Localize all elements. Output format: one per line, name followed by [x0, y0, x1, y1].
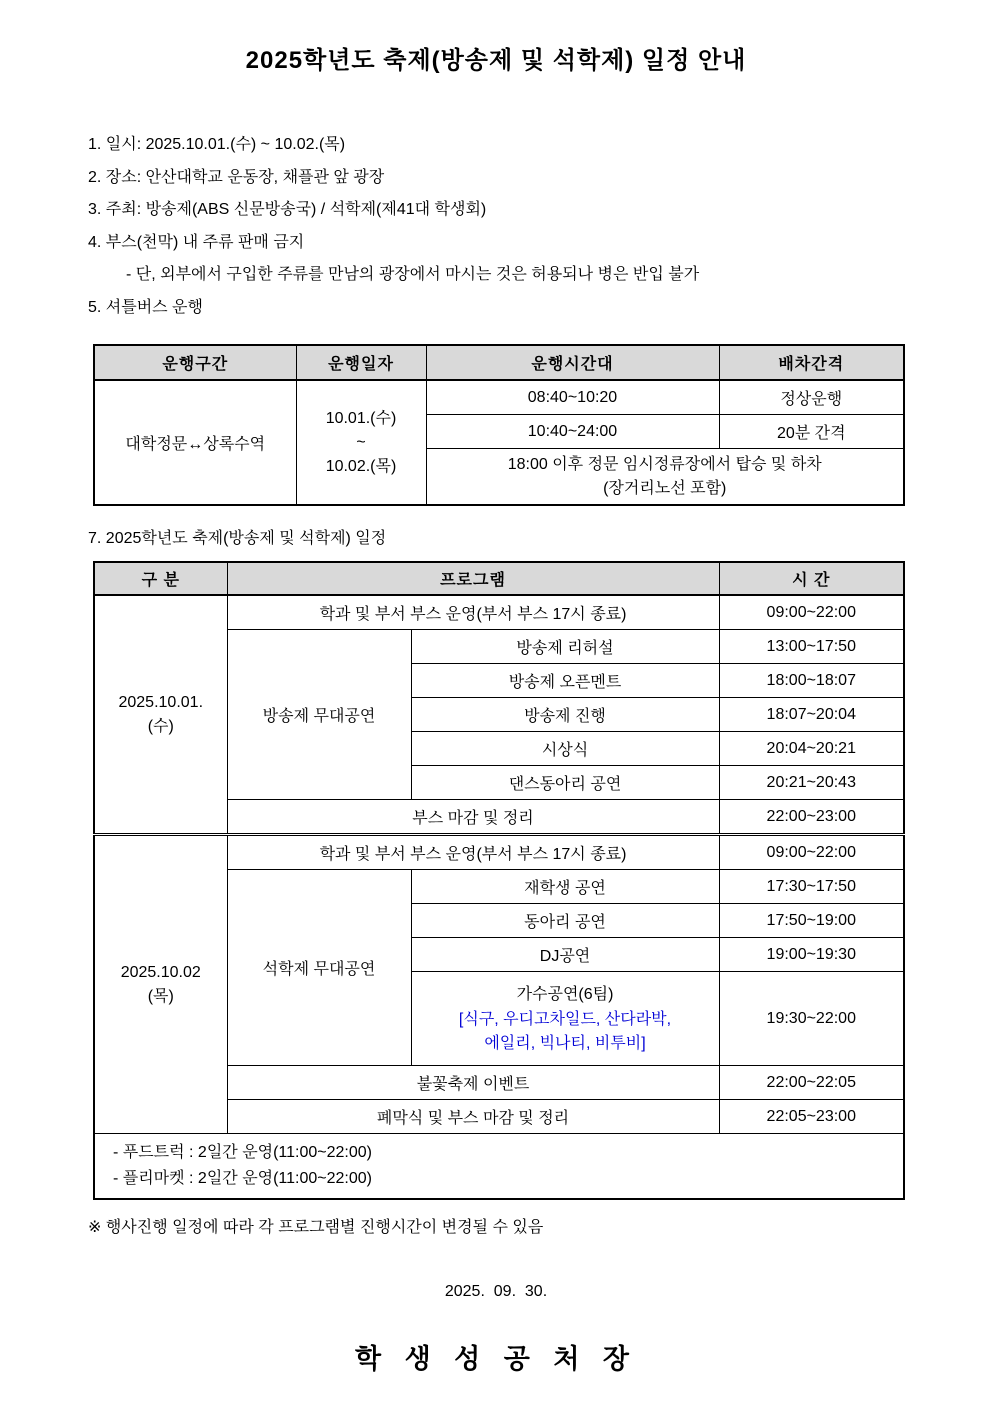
festival-header-category: 구 분 [94, 562, 227, 595]
shuttle-header-date: 운행일자 [296, 345, 426, 380]
signature-office: 학 생 성 공 처 장 [355, 1344, 637, 1374]
day2-program-1: 재학생 공연 [411, 870, 719, 904]
shuttle-date-line-1: 10.01.(수) [325, 409, 397, 427]
day2-time-1: 17:30~17:50 [719, 870, 904, 904]
day1-closing-time: 22:00~23:00 [719, 800, 904, 835]
festival-footer-line-2: - 플리마켓 : 2일간 운영(11:00~22:00) [113, 1170, 372, 1187]
day2-booth-row [94, 835, 904, 870]
day1-time-3: 18:07~20:04 [719, 698, 904, 732]
day2-program-2: 동아리 공연 [411, 904, 719, 938]
day2-singer-cell [411, 972, 719, 1066]
shuttle-interval-2: 20분 간격 [719, 415, 904, 449]
festival-header-time: 시 간 [719, 562, 904, 595]
day2-booth-label: 학과 및 부서 부스 운영(부서 부스 17시 종료) [227, 835, 719, 870]
intro-list [88, 129, 992, 324]
festival-table [93, 561, 905, 1200]
day1-time-2: 18:00~18:07 [719, 664, 904, 698]
shuttle-header-time: 운행시간대 [426, 345, 719, 380]
shuttle-header-row [94, 345, 904, 380]
intro-line-3: 3. 주최: 방송제(ABS 신문방송국) / 석학제(제41대 학생회) [88, 201, 487, 218]
shuttle-header-interval: 배차간격 [719, 345, 904, 380]
shuttle-time-2: 10:40~24:00 [426, 415, 719, 449]
day2-date: 2025.10.02 [120, 963, 201, 981]
day2-singer-lineup-line-1: [식구, 우디고차일드, 산다라박, [458, 1010, 672, 1028]
day1-booth-time: 09:00~22:00 [719, 595, 904, 630]
day1-time-1: 13:00~17:50 [719, 630, 904, 664]
shuttle-notice-cell [426, 449, 904, 506]
shuttle-table [93, 344, 905, 506]
day1-date: 2025.10.01. [118, 693, 204, 711]
shuttle-date-line-3: 10.02.(목) [325, 457, 397, 475]
shuttle-interval-1: 정상운행 [719, 380, 904, 415]
shuttle-dates-cell [296, 380, 426, 505]
day2-time-3: 19:00~19:30 [719, 938, 904, 972]
day2-program-3: DJ공연 [411, 938, 719, 972]
day2-singer-lineup [416, 1008, 715, 1056]
day2-stage-label: 석학제 무대공연 [227, 870, 411, 1066]
shuttle-route-cell: 대학정문↔상록수역 [94, 380, 296, 505]
intro-line-4: 4. 부스(천막) 내 주류 판매 금지 [88, 233, 305, 251]
day1-day: (수) [147, 717, 174, 735]
day2-closing-time: 22:05~23:00 [719, 1100, 904, 1134]
festival-footer-row [94, 1134, 904, 1200]
day2-singer-lineup-line-2: 에일리, 빅나티, 비투비] [484, 1034, 646, 1052]
day1-program-4: 시상식 [411, 732, 719, 766]
day1-date-cell [94, 595, 227, 835]
day1-booth-label: 학과 및 부서 부스 운영(부서 부스 17시 종료) [227, 595, 719, 630]
festival-footer-line-1: - 푸드트럭 : 2일간 운영(11:00~22:00) [113, 1144, 372, 1161]
day2-singer-program: 가수공연(6팀) [516, 985, 614, 1003]
shuttle-notice-line-1: 18:00 이후 정문 임시정류장에서 탑승 및 하차 [507, 455, 822, 473]
day2-fireworks-label: 불꽃축제 이벤트 [227, 1066, 719, 1100]
day2-closing-label: 폐막식 및 부스 마감 및 정리 [227, 1100, 719, 1134]
intro-line-1: 1. 일시: 2025.10.01.(수) ~ 10.02.(목) [88, 136, 346, 153]
day2-time-2: 17:50~19:00 [719, 904, 904, 938]
schedule-change-note: ※ 행사진행 일정에 따라 각 프로그램별 진행시간이 변경될 수 있음 [88, 1219, 544, 1236]
day2-day: (목) [147, 987, 174, 1005]
day1-stage-label: 방송제 무대공연 [227, 630, 411, 800]
shuttle-date-line-2: ~ [356, 433, 366, 451]
day2-fireworks-time: 22:00~22:05 [719, 1066, 904, 1100]
day2-date-cell [94, 835, 227, 1134]
intro-line-5: 5. 셔틀버스 운행 [88, 298, 203, 316]
shuttle-time-1: 08:40~10:20 [426, 380, 719, 415]
day1-program-3: 방송제 진행 [411, 698, 719, 732]
festival-footer-cell [94, 1134, 904, 1200]
day1-time-5: 20:21~20:43 [719, 766, 904, 800]
shuttle-notice-line-2: (장거리노선 포함) [603, 479, 727, 497]
day1-booth-row [94, 595, 904, 630]
document-title: 2025학년도 축제(방송제 및 석학제) 일정 안내 [245, 47, 747, 74]
shuttle-row-1 [94, 380, 904, 415]
day1-program-2: 방송제 오픈멘트 [411, 664, 719, 698]
festival-header-row [94, 562, 904, 595]
day1-time-4: 20:04~20:21 [719, 732, 904, 766]
day1-program-5: 댄스동아리 공연 [411, 766, 719, 800]
festival-section-heading: 7. 2025학년도 축제(방송제 및 석학제) 일정 [88, 530, 387, 547]
day1-program-1: 방송제 리허설 [411, 630, 719, 664]
day2-booth-time: 09:00~22:00 [719, 835, 904, 870]
intro-line-2: 2. 장소: 안산대학교 운동장, 채플관 앞 광장 [88, 168, 385, 186]
day2-singer-time: 19:30~22:00 [719, 972, 904, 1066]
festival-header-program: 프로그램 [227, 562, 719, 595]
document-date: 2025. 09. 30. [444, 1283, 548, 1300]
intro-line-4-sub: - 단, 외부에서 구입한 주류를 만남의 광장에서 마시는 것은 허용되나 병은 반입 불가 [126, 266, 700, 283]
shuttle-header-route: 운행구간 [94, 345, 296, 380]
day1-closing-label: 부스 마감 및 정리 [227, 800, 719, 835]
